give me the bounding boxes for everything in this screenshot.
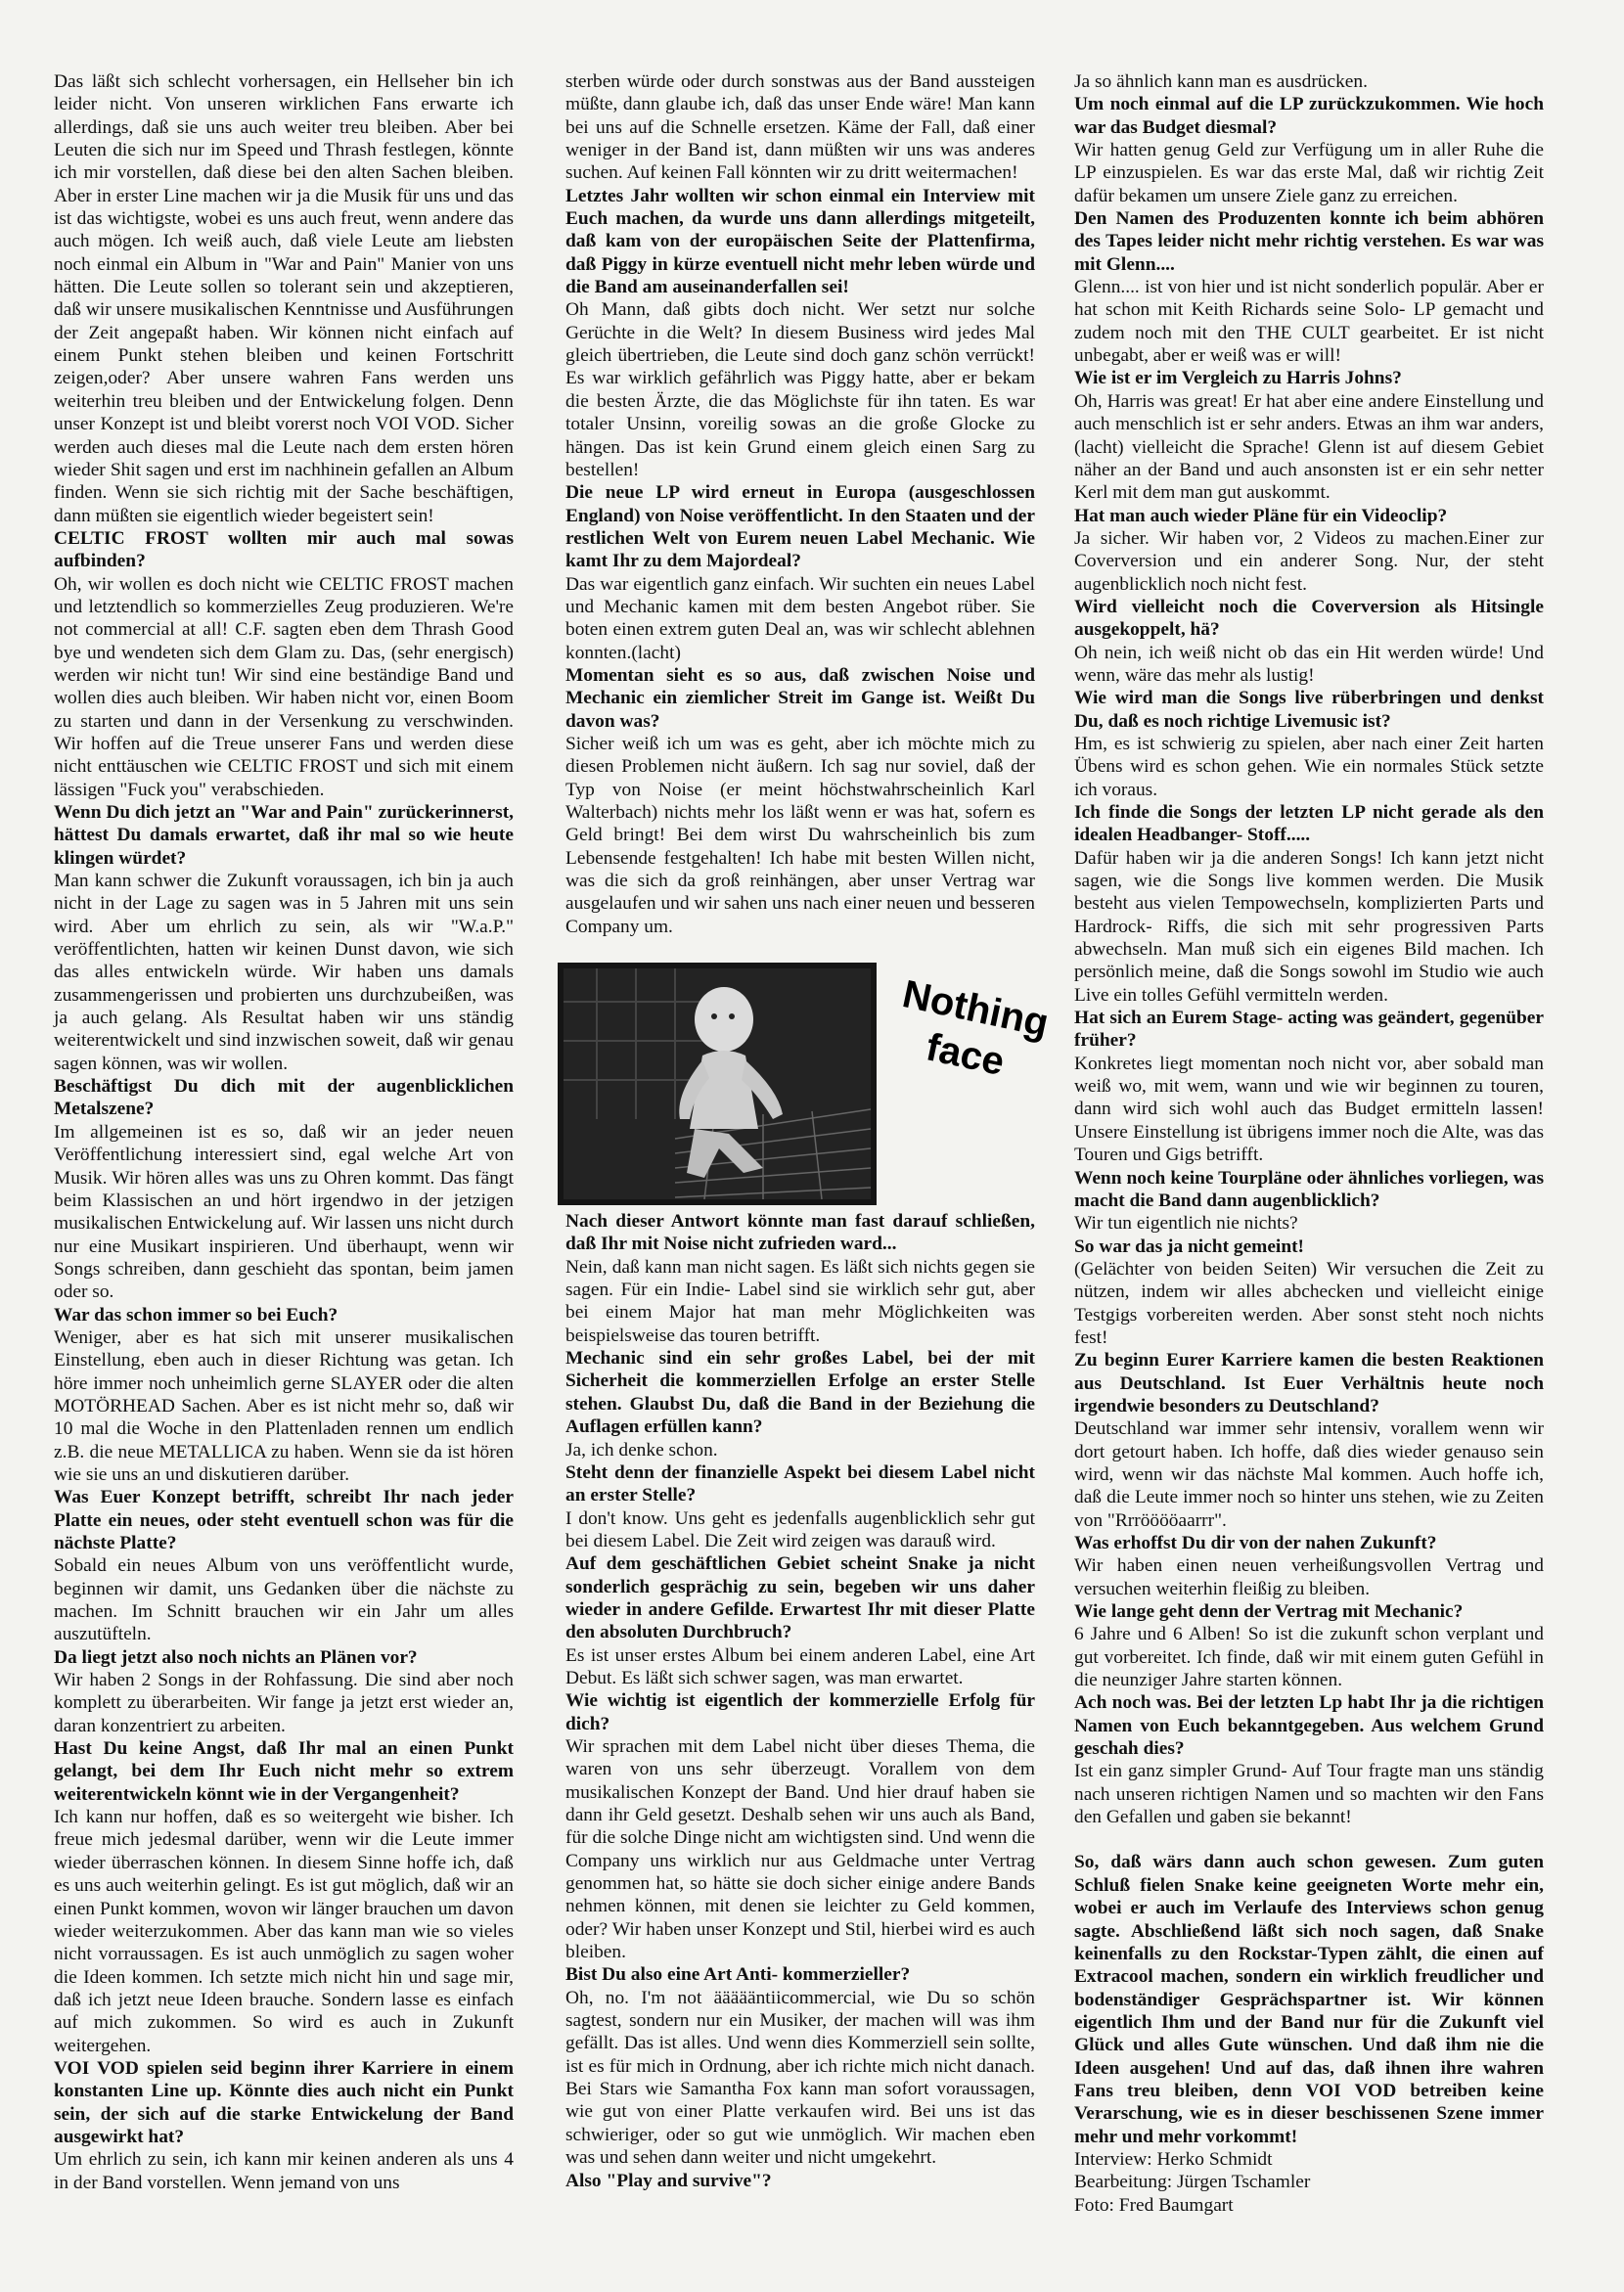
- question-paragraph: Ach noch was. Bei der letzten Lp habt Ihr ja die richtigen Namen von Euch bekanntgegeben. Aus welchem Grund geschah dies?: [1074, 1692, 1544, 1760]
- band-photo: [558, 963, 877, 1205]
- answer-paragraph: Ja so ähnlich kann man es ausdrücken.: [1074, 71, 1368, 92]
- question-paragraph: War das schon immer so bei Euch?: [54, 1304, 338, 1326]
- question-paragraph: Wie lange geht denn der Vertrag mit Mechanic?: [1074, 1601, 1464, 1623]
- question-paragraph: So, daß wärs dann auch schon gewesen. Zum guten Schluß fielen Snake keine geeigneten Worte mehr ein, wobei er auch im Verlaufe des Interviews schon genug sagte. Abschließend läßt sich noch sagen, daß Snake keinenfalls zu den Rockstar-Typen zählt, die einen auf Extracool machen, sondern ein wirklich freudlicher und bodenständiger Gesprächspartner ist. Wir können eigentlich Ihm und der Band nur für die Zukunft viel Glück und alles Gute wünschen. Und daß ihm nie die Ideen ausgehen! Und auf das, daß ihnen ihre wahren Fans treu bleiben, denn VOI VOD betreiben keine Verarschung, wie es in dieser beschissenen Szene immer mehr und mehr vorkommt!: [1074, 1852, 1544, 2147]
- question-paragraph: CELTIC FROST wollten mir auch mal sowas aufbinden?: [54, 527, 514, 572]
- answer-paragraph: Wir sprachen mit dem Label nicht über dieses Thema, die waren von uns sehr überzeugt. Vorallem von dem musikalischen Konzept der Band. Und hier drauf haben sie dann ihr Geld gesetzt. Deshalb sehen wir uns auch als Band, für die solche Dinge nicht am wichtigsten sind. Und wenn die Company uns wirklich nur aus Geldmache unter Vertrag genommen hat, so hätte sie doch sicher einige andere Bands nehmen können, mit denen sie leichter zu Geld kommen, oder? Wir haben unser Konzept und Stil, hierbei wird es auch bleiben.: [565, 1735, 1035, 1963]
- answer-paragraph: Hm, es ist schwierig zu spielen, aber nach einer Zeit harten Übens wird es schon gehen. Wie ein normales Stück setzte ich voraus.: [1074, 733, 1544, 800]
- answer-paragraph: Oh nein, ich weiß nicht ob das ein Hit werden würde! Und wenn, wäre das mehr als lustig!: [1074, 642, 1544, 686]
- answer-paragraph: Oh, wir wollen es doch nicht wie CELTIC FROST machen und letztendlich so kommerzielles Zeug produzieren. We're not commercial at all! C.F. sagten eben dem Thrash Good bye und wendeten sich dem Glam zu. Das, (sehr energisch) werden wir nicht tun! Wir sind eine beständige Band und wollen dies auch bleiben. Wir haben nicht vor, einen Boom zu starten und dann in der Versenkung zu verschwinden. Wir hoffen auf die Treue unserer Fans und werden diese nicht enttäuschen wie CELTIC FROST und sich mit einem lässigen "Fuck you" verabschieden.: [54, 573, 514, 800]
- answer-paragraph: Wir hatten genug Geld zur Verfügung um in aller Ruhe die LP einzuspielen. Es war das erste Mal, daß wir richtig Zeit dafür bekamen um unsere Ziele ganz zu erreichen.: [1074, 140, 1544, 206]
- question-paragraph: Was Euer Konzept betrifft, schreibt Ihr nach jeder Platte ein neues, oder steht eventuell schon was für die nächste Platte?: [54, 1487, 514, 1553]
- answer-paragraph: Foto: Fred Baumgart: [1074, 2194, 1234, 2216]
- question-paragraph: VOI VOD spielen seid beginn ihrer Karriere in einem konstanten Line up. Könnte dies auch nicht ein Punkt sein, der sich auf die starke Entwickelung der Band ausgewirkt hat?: [54, 2057, 514, 2147]
- question-paragraph: Also "Play and survive"?: [565, 2170, 772, 2191]
- answer-paragraph: Sobald ein neues Album von uns veröffentlicht wurde, beginnen wir damit, uns Gedanken über die nächste zu machen. Im Schnitt brauchen wir ein Jahr um alles auszutüfteln.: [54, 1555, 514, 1645]
- answer-paragraph: Bearbeitung: Jürgen Tschamler: [1074, 2172, 1311, 2193]
- question-paragraph: Was erhoffst Du dir von der nahen Zukunft?: [1074, 1533, 1437, 1553]
- answer-paragraph: Das war eigentlich ganz einfach. Wir suchten ein neues Label und Mechanic kamen mit dem besten Angebot rüber. Sie boten einen extrem guten Deal an, was wir schlecht ablehnen konnten.(lacht): [565, 573, 1035, 663]
- answer-paragraph: Es ist unser erstes Album bei einem anderen Label, eine Art Debut. Es läßt sich schwer sagen, was man erwartet.: [565, 1644, 1035, 1688]
- answer-paragraph: Interview: Herko Schmidt: [1074, 2148, 1273, 2170]
- answer-paragraph: Sicher weiß ich um was es geht, aber ich möchte mich zu diesen Problemen nicht äußern. Ich sag nur soviel, daß der Typ von Noise (er meint höchstwahrscheinlich Karl Walterbach) nichts mehr los läßt wenn er was hat, sofern es Geld bringt! Bei dem wirst Du wahrscheinlich bis zum Lebensende festgehalten! Ich habe mit besten Willen nicht, was die sich da groß reinhängen, aber unser Vertrag war ausgelaufen und wir sahen uns nach einer neuen und besseren Company um.: [565, 733, 1035, 937]
- nothing-face-caption: Nothing face: [898, 972, 1053, 1085]
- question-paragraph: Wie wichtig ist eigentlich der kommerzielle Erfolg für dich?: [565, 1690, 1035, 1734]
- question-paragraph: Wie wird man die Songs live rüberbringen und denkst Du, daß es noch richtige Livemusic ist?: [1074, 688, 1544, 732]
- question-paragraph: Da liegt jetzt also noch nichts an Plänen vor?: [54, 1646, 418, 1668]
- question-paragraph: Wenn noch keine Tourpläne oder ähnliches vorliegen, was macht die Band dann augenblicklich?: [1074, 1167, 1544, 1211]
- answer-paragraph: Oh Mann, daß gibts doch nicht. Wer setzt nur solche Gerüchte in die Welt? In diesem Business wird jedes Mal gleich übertrieben, die Leute sind doch ganz schön verrückt! Es war wirklich gefährlich was Piggy hatte, aber er bekam die besten Ärzte, die das Möglichste für ihn taten. Es war totaler Unsinn, voreilig sowas an die große Glocke zu hängen. Das ist kein Grund einem gleich einen Sarg zu bestellen!: [565, 299, 1035, 480]
- answer-paragraph: Im allgemeinen ist es so, daß wir an jeder neuen Veröffentlichung interessiert sind, egal welche Art von Musik. Wir hören alles was uns zu Ohren kommt. Das fängt beim Klassischen an und hört irgendwo in der jetzigen musikalischen Entwickelung auf. Wir lassen uns nicht durch nur eine Musikart inspirieren. Und überhaupt, wenn wir Songs schreiben, dann geschieht das spontan, beim jamen oder so.: [54, 1121, 514, 1303]
- answer-paragraph: Um ehrlich zu sein, ich kann mir keinen anderen als uns 4 in der Band vorstellen. Wenn jemand von uns: [54, 2149, 514, 2193]
- answer-paragraph: Glenn.... ist von hier und ist nicht sonderlich populär. Aber er hat schon mit Keith Richards seine Solo- LP gemacht und zudem noch mit den THE CULT gearbeitet. Er ist nicht unbegabt, aber er weiß was er will!: [1074, 277, 1544, 367]
- question-paragraph: Hat sich an Eurem Stage- acting was geändert, gegenüber früher?: [1074, 1008, 1544, 1052]
- question-paragraph: Mechanic sind ein sehr großes Label, bei der mit Sicherheit die kommerziellen Erfolge an erster Stelle stehen. Glaubst Du, daß die Band in der Beziehung die Auflagen erfüllen kann?: [565, 1348, 1035, 1438]
- answer-paragraph: Das läßt sich schlecht vorhersagen, ein Hellseher bin ich leider nicht. Von unseren wirklichen Fans erwarte ich allerdings, daß sie uns auch weiter treu bleiben. Aber bei Leuten die sich nur im Speed und Thrash festlegen, könnte ich mir vorstellen, daß diese bei den alten Sachen bleiben. Aber in erster Line machen wir ja die Musik für uns und das ist das wichtigste, wobei es uns auch freut, wenn andere das auch mögen. Ich weiß auch, daß viele Leute am liebsten noch einmal ein Album in "War and Pain" Manier von uns hätten. Die Leute sollen so tolerant sein und akzeptieren, daß wir unsere musikalischen Kenntnisse und Ausführungen der Zeit angepaßt haben. Wir können nicht einfach auf einem Punkt stehen bleiben und keinen Fortschritt zeigen,oder? Aber unsere wahren Fans werden uns weiterhin treu bleiben und der Entwickelung folgen. Denn unser Konzept ist und bleibt vorerst noch VOI VOD. Sicher werden auch dieses mal die Leute nach dem ersten hören wieder Shit sagen und erst im nachhinein gefallen an Album finden. Wenn sie sich richtig mit der Sache beschäftigen, dann müßten sie eigentlich wieder begeistert sein!: [54, 71, 514, 526]
- question-paragraph: Hast Du keine Angst, daß Ihr mal an einen Punkt gelangt, bei dem Ihr Euch nicht mehr so extrem weiterentwickeln könnt wie in der Vergangenheit?: [54, 1738, 514, 1805]
- question-paragraph: Wie ist er im Vergleich zu Harris Johns?: [1074, 368, 1402, 389]
- answer-paragraph: Konkretes liegt momentan noch nicht vor, aber sobald man weiß wo, mit wem, wann und wie wir beginnen zu touren, dann wird sich wohl auch das Budget ermitteln lassen! Unsere Einstellung ist übrigens immer noch die Alte, was das Touren und Gigs betrifft.: [1074, 1053, 1544, 1166]
- question-paragraph: Hat man auch wieder Pläne für ein Videoclip?: [1074, 505, 1448, 526]
- question-paragraph: Steht denn der finanzielle Aspekt bei diesem Label nicht an erster Stelle?: [565, 1461, 1035, 1506]
- answer-paragraph: Man kann schwer die Zukunft voraussagen, ich bin ja auch nicht in der Lage zu sagen was in 5 Jahren mit uns sein wird. Aber um ehrlich zu sein, als wir "W.a.P." veröffentlichten, hatten wir keinen Dunst davon, wie sich das alles entwickeln würde. Wir haben uns damals zusammengerissen und probierten uns durchzubeißen, was ja auch gelang. Als Resultat haben wir uns ständig weiterentwickelt und sind inzwischen soweit, daß wir genau sagen können, was wir wollen.: [54, 871, 514, 1074]
- question-paragraph: Nach dieser Antwort könnte man fast darauf schließen, daß Ihr mit Noise nicht zufrieden ward...: [565, 1211, 1035, 1255]
- answer-paragraph: Weniger, aber es hat sich mit unserer musikalischen Einstellung, eben auch in dieser Richtung was getan. Ich höre immer noch unheimlich gerne SLAYER oder die alten MOTÖRHEAD Sachen. Aber es ist nicht mehr so, daß wir 10 mal die Woche in den Plattenladen rennen um endlich z.B. die neue METALLICA zu haben. Wenn sie da ist hören wie sie uns an und diskutieren darüber.: [54, 1326, 514, 1485]
- answer-paragraph: Ja, ich denke schon.: [565, 1439, 718, 1461]
- answer-paragraph: Wir haben 2 Songs in der Rohfassung. Die sind aber noch komplett zu überarbeiten. Wir fange ja jetzt erst wieder an, daran konzentriert zu arbeiten.: [54, 1670, 514, 1736]
- question-paragraph: So war das ja nicht gemeint!: [1074, 1236, 1305, 1257]
- question-paragraph: Bist Du also eine Art Anti- kommerzieller?: [565, 1964, 911, 1986]
- answer-paragraph: Dafür haben wir ja die anderen Songs! Ich kann jetzt nicht sagen, wie die Songs live kommen werden. Die Musik besteht aus vielen Tempowechseln, komplizierten Parts und Hardrock- Riffs, die sich mit sehr progressiven Parts abwechseln. Man muß sich ein eigenes Bild machen. Ich persönlich meine, daß die Songs sowohl im Studio wie auch Live ein tolles Gefühl vermitteln werden.: [1074, 847, 1544, 1006]
- answer-paragraph: (Gelächter von beiden Seiten) Wir versuchen die Zeit zu nützen, indem wir alles abchecken und vielleicht einige Testgigs vorbereiten werden. Aber sonst steht noch nichts fest!: [1074, 1258, 1544, 1348]
- answer-paragraph: Ja sicher. Wir haben vor, 2 Videos zu machen.Einer zur Coverversion und ein anderer Song. Nur, der steht augenblicklich noch nicht fest.: [1074, 527, 1544, 595]
- question-paragraph: Wenn Du dich jetzt an "War and Pain" zurückerinnerst, hättest Du damals erwartet, daß ihr mal so wie heute klingen würdet?: [54, 802, 514, 869]
- question-paragraph: Auf dem geschäftlichen Gebiet scheint Snake ja nicht sonderlich gesprächig zu sein, begeben wir uns daher wieder in andere Gefilde. Erwartest Ihr mit dieser Platte den absoluten Durchbruch?: [565, 1553, 1035, 1643]
- answer-paragraph: Wir haben einen neuen verheißungsvollen Vertrag und versuchen weiterhin fleißig zu bleiben.: [1074, 1555, 1544, 1599]
- nothing-face-figure: [558, 963, 1053, 1205]
- question-paragraph: Um noch einmal auf die LP zurückzukommen. Wie hoch war das Budget diesmal?: [1074, 94, 1544, 138]
- answer-paragraph: I don't know. Uns geht es jedenfalls augenblicklich sehr gut bei diesem Label. Die Zeit wird zeigen was darauß wird.: [565, 1507, 1035, 1551]
- answer-paragraph: Nein, daß kann man nicht sagen. Es läßt sich nichts gegen sie sagen. Für ein Indie- Label sind sie wirklich sehr gut, aber bei einem Major hat man mehr Möglichkeiten was beispielsweise das touren betrifft.: [565, 1256, 1035, 1346]
- question-paragraph: Die neue LP wird erneut in Europa (ausgeschlossen England) von Noise veröffentlicht. In den Staaten und der restlichen Welt von Eurem neuen Label Mechanic. Wie kamt Ihr zu dem Majordeal?: [565, 482, 1035, 572]
- column-left: [54, 70, 514, 2194]
- answer-paragraph: 6 Jahre und 6 Alben! So ist die zukunft schon verplant und gut vorbereitet. Ich finde, daß wir mit einem guten Gefühl in die neunziger Jahre starten können.: [1074, 1624, 1544, 1691]
- answer-paragraph: Deutschland war immer sehr intensiv, vorallem wenn wir dort getourt haben. Ich hoffe, daß dies wieder genauso sein wird, wenn wir das nächste Mal kommen. Auch hoffe ich, daß die Leute immer noch so hinter uns stehen, wie zu Zeiten von "Rrrööööaarrr".: [1074, 1418, 1544, 1531]
- answer-paragraph: Wir tun eigentlich nie nichts?: [1074, 1213, 1298, 1235]
- answer-paragraph: Ich kann nur hoffen, daß es so weitergeht wie bisher. Ich freue mich jedesmal darüber, wenn wir die Leute immer wieder überraschen können. In diesem Sinne hoffe ich, daß es uns auch weiterhin gelingt. Es ist gut möglich, daß wir an einen Punkt kommen, wovon wir länger brauchen um davon wieder weiterzukommen. Aber das kann man wie so vieles nicht vorraussagen. Es ist auch unmöglich zu sagen woher die Ideen kommen. Ich setzte mich nicht hin und sage mir, daß ich jetzt neue Ideen brauche. Sondern lasse es einfach auf mich zukommen. So wird es auch in Zukunft weitergehen.: [54, 1807, 514, 2056]
- answer-paragraph: Oh, Harris was great! Er hat aber eine andere Einstellung und auch menschlich ist er sehr anders. Etwas an ihm war anders, (lacht) vielleicht die Sprache! Glenn ist auf diesem Gebiet näher an der Band und auch ansonsten ist er ein sehr netter Kerl mit dem man gut auskommt.: [1074, 390, 1544, 504]
- figure-illustration: [558, 963, 877, 1205]
- question-paragraph: Momentan sieht es so aus, daß zwischen Noise und Mechanic ein ziemlicher Streit im Gange ist. Weißt Du davon was?: [565, 664, 1035, 732]
- column-right: [1074, 70, 1544, 2217]
- answer-paragraph: Ist ein ganz simpler Grund- Auf Tour fragte man uns ständig nach unseren richtigen Namen und so machten wir den Fans den Gefallen und gaben sie bekannt!: [1074, 1761, 1544, 1828]
- question-paragraph: Den Namen des Produzenten konnte ich beim abhören des Tapes leider nicht mehr richtig verstehen. Es war was mit Glenn....: [1074, 208, 1544, 275]
- answer-paragraph: Oh, no. I'm not äääääntiicommercial, wie Du so schön sagtest, sondern nur ein Musiker, der machen will was ihm gefällt. Das ist alles. Und wenn dies Kommerziell sein sollte, ist es für mich in Ordnung, aber ich richte mich nicht danach. Bei Stars wie Samantha Fox kann man sofort voraussagen, wie gut von einer Platte verkaufen wird. Bei uns ist das schwieriger, oder so gut wie unmöglich. Wir machen eben was und sehen dann weiter und nicht umgekehrt.: [565, 1987, 1035, 2169]
- question-paragraph: Wird vielleicht noch die Coverversion als Hitsingle ausgekoppelt, hä?: [1074, 596, 1544, 641]
- question-paragraph: Beschäftigst Du dich mit der augenblicklichen Metalszene?: [54, 1076, 514, 1120]
- answer-paragraph: sterben würde oder durch sonstwas aus der Band aussteigen müßte, dann glaube ich, daß das unser Ende wäre! Man kann bei uns auf die Schnelle ersetzen. Käme der Fall, daß einer weniger in der Band ist, dann müßten wir uns was anderes suchen. Auf keinen Fall könnten wir zu dritt weitermachen!: [565, 71, 1035, 184]
- question-paragraph: Zu beginn Eurer Karriere kamen die besten Reaktionen aus Deutschland. Ist Euer Verhältnis heute noch irgendwie besonders zu Deutschland?: [1074, 1350, 1544, 1416]
- question-paragraph: Ich finde die Songs der letzten LP nicht gerade als den idealen Headbanger- Stoff.....: [1074, 802, 1544, 846]
- question-paragraph: Letztes Jahr wollten wir schon einmal ein Interview mit Euch machen, da wurde uns dann allerdings mitgeteilt, daß kam von der europäischen Seite der Plattenfirma, daß Piggy in kürze eventuell nicht mehr leben würde und die Band am auseinanderfallen sei!: [565, 185, 1035, 298]
